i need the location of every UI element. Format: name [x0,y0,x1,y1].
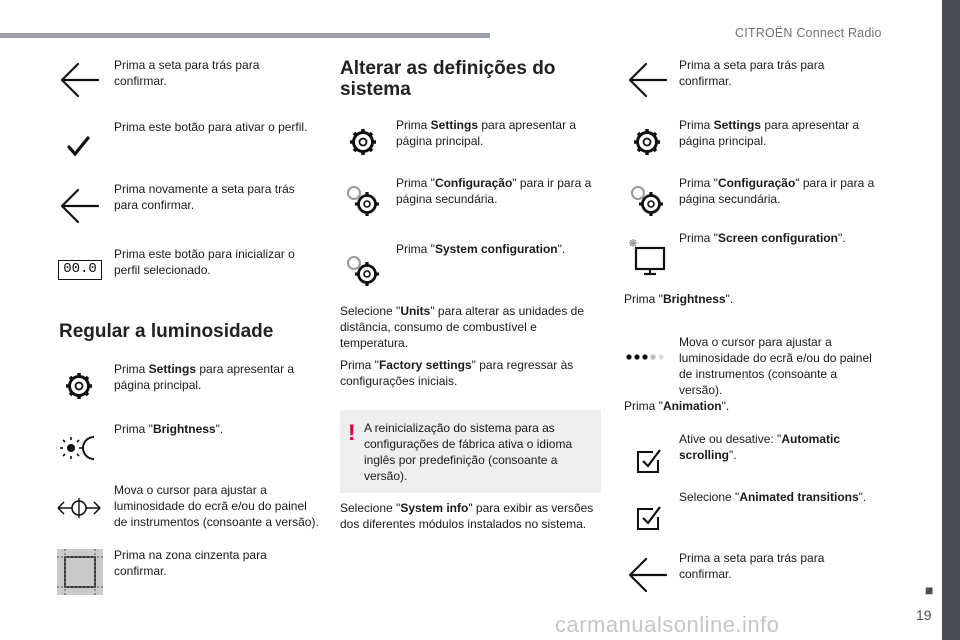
col1-greyzone-text: Prima na zona cinzenta para confirmar. [114,548,267,578]
arrow-back-icon [56,186,102,226]
brightness-icon [56,428,102,468]
col3-brightness-text: Prima "Brightness". [624,292,734,306]
col3-animtrans-text: Selecione "Animated transitions". [679,490,867,504]
col1-slider-text: Mova o cursor para ajustar a luminosidade do ecrã e/ou do painel de instrumentos (consoante a versão). [114,483,319,529]
col3-slider-text: Mova o cursor para ajustar a luminosidade do ecrã e/ou do painel de instrumentos (consoante a versão). [679,335,872,397]
double-gear-icon [340,250,386,290]
col1-item-2-text: Prima este botão para ativar o perfil. [114,120,308,134]
col2-factory-text: Prima "Factory settings" para regressar às configurações iniciais. [340,358,574,388]
grey-zone-icon [57,549,103,595]
col2-settings-text: Prima Settings para apresentar a página principal. [396,118,577,148]
col3-config-text: Prima "Configuração" para ir para a página secundária. [679,176,875,206]
col3-autoscroll-text: Ative ou desative: "Automatic scrolling". [679,432,840,462]
screen-config-icon [624,238,670,278]
section-title-line-1: Alterar as definições do [340,58,556,79]
col2-config-text: Prima "Configuração" para ir para a página secundária. [396,176,592,206]
arrow-back-icon [624,555,670,595]
double-gear-icon [624,180,670,220]
watermark: carmanualsonline.info [555,612,780,637]
header-title: CITROËN Connect Radio [735,26,882,40]
col3-settings-text: Prima Settings para apresentar a página principal. [679,118,860,148]
col2-units-text: Selecione "Units" para alterar as unidades de distância, consumo de combustível e temperatura. [340,304,585,350]
gear-icon [340,122,386,162]
section-title-line-2: sistema [340,79,411,100]
continue-marker: ■ [925,582,934,598]
col3-screenconfig-text: Prima "Screen configuration". [679,231,846,245]
checkbox-icon [626,440,672,480]
col3-item-1-text: Prima a seta para trás para confirmar. [679,58,825,88]
warning-icon: ! [348,420,356,445]
col3-animation-text: Prima "Animation". [624,399,730,413]
col1-settings-text: Prima Settings para apresentar a página principal. [114,362,295,392]
checkbox-icon [626,497,672,537]
col1-item-3-text: Prima novamente a seta para trás para confirmar. [114,182,295,212]
col1-brightness-text: Prima "Brightness". [114,422,224,436]
col3-last-text: Prima a seta para trás para confirmar. [679,551,825,581]
col2-sysconfig-text: Prima "System configuration". [396,242,566,256]
arrow-back-icon [624,60,670,100]
section-title-brightness: Regular a luminosidade [59,321,274,342]
col1-item-1-text: Prima a seta para trás para confirmar. [114,58,260,88]
arrow-back-icon [56,60,102,100]
gear-icon [56,366,102,406]
warning-note [340,410,601,493]
col1-item-4-text: Prima este botão para inicializar o perfil selecionado. [114,247,295,277]
page-number: 19 [916,607,932,623]
warning-note-text: A reinicialização do sistema para as configurações de fábrica ativa o idioma inglês por predefinição (consoante a versão). [364,421,573,483]
slider-icon [56,488,102,528]
reset-counter-icon: 00.0 [58,260,102,280]
col2-sysinfo-text: Selecione "System info" para exibir as versões dos diferentes módulos instalados no sistema. [340,501,594,531]
header-rule [0,33,490,38]
section-title-system [340,58,555,100]
double-gear-icon [340,180,386,220]
side-tab-bar [942,0,960,640]
checkmark-icon [56,126,102,166]
brightness-level-icon [624,337,670,377]
gear-icon [624,122,670,162]
